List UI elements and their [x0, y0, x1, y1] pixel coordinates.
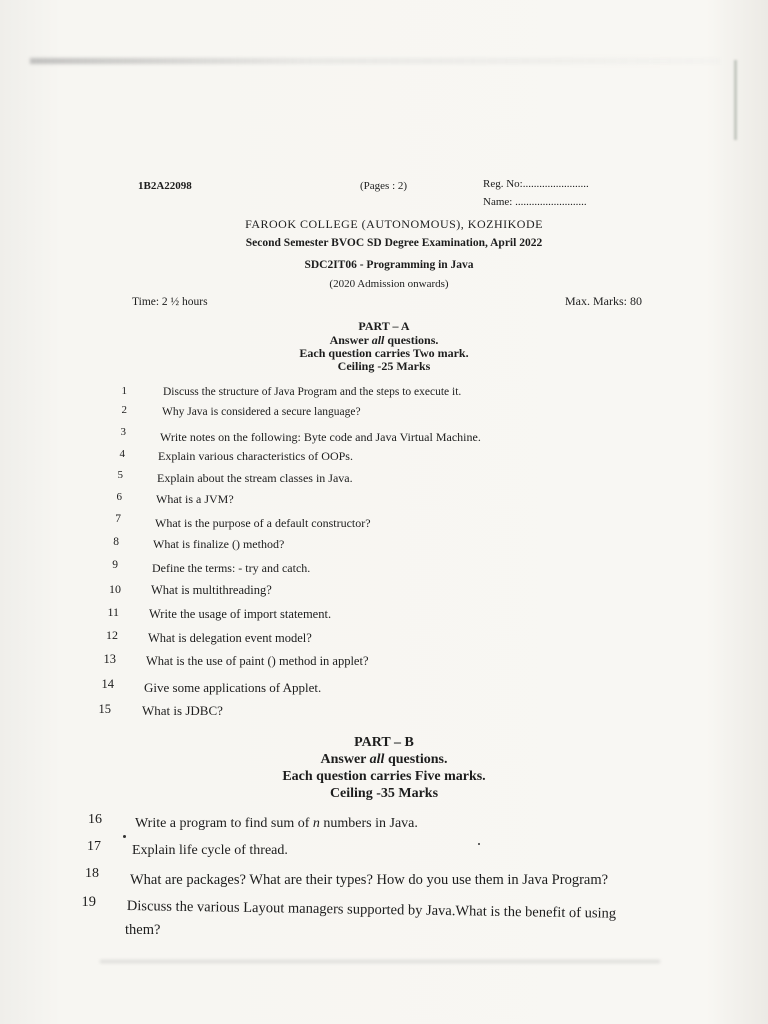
question-number: 5 [117, 469, 123, 481]
question-number: 11 [107, 605, 119, 619]
time-allowed: Time: 2 ½ hours [132, 296, 208, 308]
part-a-instruction-suffix: questions. [384, 333, 439, 347]
course-title: SDC2IT06 - Programming in Java [304, 259, 474, 271]
question-text: Define the terms: - try and catch. [152, 561, 311, 575]
question-number: 19 [81, 894, 96, 910]
question-number: 10 [109, 582, 121, 596]
speck [478, 843, 480, 845]
question-number: 13 [103, 652, 116, 666]
question-text-suffix: numbers in Java. [319, 816, 418, 831]
part-a-instruction-prefix: Answer [329, 333, 372, 347]
max-marks: Max. Marks: 80 [565, 294, 642, 308]
scan-shadow-right [734, 60, 737, 140]
paper-code: 1B2A22098 [138, 180, 192, 192]
question-text-continued: them? [125, 922, 161, 938]
question-number: 9 [112, 559, 118, 571]
question-number: 15 [98, 702, 111, 716]
question-number: 18 [85, 866, 99, 881]
question-text: What is the use of paint () method in applet? [146, 654, 369, 668]
part-b-instruction-em: all [369, 752, 385, 767]
part-a-ceiling: Ceiling -25 Marks [337, 359, 431, 373]
question-text: What is the purpose of a default constructor? [155, 516, 371, 530]
speck [123, 835, 126, 838]
part-b-instruction [0, 752, 768, 768]
question-number: 6 [116, 491, 122, 503]
part-b-ceiling: Ceiling -35 Marks [329, 786, 439, 801]
part-a-instruction-em: all [371, 333, 385, 347]
reg-no-field: Reg. No:........................ [483, 178, 589, 190]
question-text: What is JDBC? [142, 703, 223, 718]
question-number: 2 [121, 404, 127, 416]
name-field: Name: .......................... [483, 196, 587, 208]
question-text: Give some applications of Applet. [144, 680, 322, 695]
question-number: 1 [121, 385, 127, 397]
question-number: 3 [120, 426, 126, 438]
question-text: Explain life cycle of thread. [132, 843, 288, 858]
question-number: 12 [106, 628, 118, 642]
question-text: Write the usage of import statement. [149, 607, 332, 621]
part-b-title: PART – B [354, 735, 414, 750]
part-a-title: PART – A [358, 319, 410, 333]
question-number: 4 [119, 448, 125, 460]
scan-shadow-top [30, 58, 720, 64]
question-text: Explain about the stream classes in Java. [157, 471, 353, 485]
college-name: FAROOK COLLEGE (AUTONOMOUS), KOZHIKODE [245, 217, 543, 231]
question-text: Discuss the structure of Java Program and the steps to execute it. [163, 386, 462, 398]
question-text: What is delegation event model? [148, 631, 312, 645]
part-b-instruction-prefix: Answer [320, 752, 370, 767]
question-text: Why Java is considered a secure language? [162, 406, 361, 418]
page-count: (Pages : 2) [360, 180, 408, 192]
question-number: 8 [113, 536, 119, 548]
question-text-em: n [312, 816, 320, 831]
exam-title: Second Semester BVOC SD Degree Examination, April 2022 [245, 237, 543, 249]
question-number: 17 [87, 839, 101, 854]
question-text: Discuss the various Layout managers supported by Java.What is the benefit of using [126, 898, 617, 922]
part-b-instruction-suffix: questions. [384, 752, 448, 767]
part-b-marks-line: Each question carries Five marks. [282, 769, 486, 784]
question-text: What is multithreading? [151, 583, 272, 597]
question-text-prefix: Write a program to find sum of [135, 816, 313, 831]
scan-shadow-bottom [100, 960, 660, 963]
question-text: Explain various characteristics of OOPs. [158, 449, 353, 463]
question-text: What is finalize () method? [153, 537, 285, 551]
question-number: 7 [115, 513, 121, 525]
question-text: What is a JVM? [156, 492, 234, 506]
admission-note: (2020 Admission onwards) [329, 278, 449, 290]
question-text: What are packages? What are their types? How do you use them in Java Program? [130, 872, 609, 888]
question-text [135, 816, 418, 832]
part-a-marks-line: Each question carries Two mark. [299, 346, 469, 360]
question-number: 16 [88, 812, 102, 827]
question-number: 14 [101, 677, 114, 691]
question-text: Write notes on the following: Byte code and Java Virtual Machine. [160, 430, 481, 444]
